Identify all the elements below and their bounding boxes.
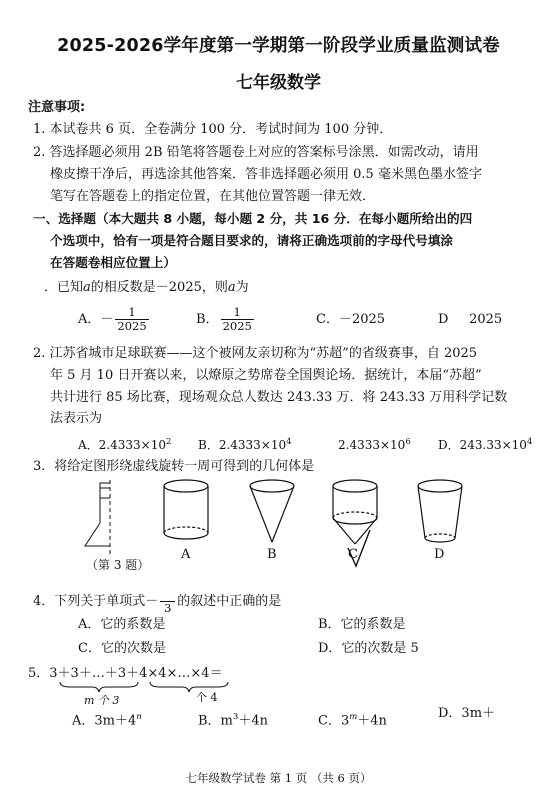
note-2-cont-1: 橡皮擦干净后，再选涂其他答案．答非选择题必须用 0.5 毫米黑色墨水签字	[50, 167, 482, 182]
q1-d-value: 2025	[469, 312, 503, 327]
q2-line-3: 共计进行 85 场比赛，现场观众总人数达 243.33 万．将 243.33 万用科学记数	[50, 390, 508, 405]
q5-b-tail: ＋4n	[238, 713, 268, 729]
q2-c-exp: 6	[405, 437, 411, 447]
q4-stem-post: 的叙述中正确的是	[177, 594, 282, 609]
q4-stem	[33, 588, 281, 615]
q2-option-d	[438, 434, 532, 453]
q2-line-1: 2. 江苏省城市足球联赛——这个被网友亲切称为“苏超”的省级赛事，自 2025	[33, 346, 478, 361]
q3-given-figure	[85, 480, 110, 556]
q4-frac-den: 3	[164, 601, 172, 615]
notes-heading: 注意事项:	[28, 100, 86, 115]
q5-a-text: A．3m＋4	[72, 713, 137, 729]
q2-d-exp: 4	[526, 437, 533, 447]
q2-line-2: 年 5 月 10 日开赛以来，以燎原之势席卷全国舆论场．据统计，本届“苏超”	[50, 368, 482, 383]
section-heading: 一、选择题（本大题共 8 小题，每小题 2 分，共 16 分．在每小题所给出的四	[33, 211, 473, 226]
page-footer: 七年级数学试卷 第 1 页 （共 6 页）	[185, 771, 372, 785]
q5-option-d: D．3m＋	[438, 706, 496, 721]
q1-var2: a	[227, 280, 236, 295]
note-2: 2. 答选择题必须用 2B 铅笔将答题卷上对应的答案标号涂黑．如需改动，请用	[33, 145, 479, 160]
q4-fraction	[160, 588, 175, 615]
q5-under-2: 个 4	[196, 691, 218, 704]
q2-b-text: B．2.4333×10	[198, 438, 287, 452]
q1-b-fraction	[221, 306, 254, 333]
q2-d-text: D．243.33×10	[438, 438, 527, 452]
q4-option-b: B．它的系数是	[318, 617, 406, 632]
q1-option-a	[78, 305, 151, 335]
q2-option-a	[78, 434, 171, 453]
q1-b-num: 1	[221, 306, 254, 320]
q1-stem-post: 为	[235, 280, 249, 295]
q5-stem: 5．3＋3＋…＋3＋4×4×…×4＝	[28, 666, 223, 681]
q3-shape-b	[250, 480, 294, 542]
q4-stem-pre: 4．下列关于单项式－	[33, 594, 159, 609]
q1-a-label: A．－	[78, 312, 114, 327]
q1-stem-pre: ．已知	[44, 280, 84, 295]
q5-option-b	[198, 709, 268, 729]
q2-option-c	[338, 434, 411, 453]
q3-stem: 3．将给定图形绕虚线旋转一周可得到的几何体是	[33, 459, 315, 474]
q5-under-1: m 个 3	[84, 694, 120, 707]
q1-a-fraction	[115, 306, 148, 333]
q4-option-c: C．它的次数是	[78, 641, 166, 656]
q3-shape-a	[164, 480, 208, 539]
q5-c-text: C．3	[318, 713, 350, 729]
q5-option-a	[72, 709, 142, 729]
q3-shape-d	[418, 480, 462, 542]
q5-b-text: B．m	[198, 713, 233, 729]
q1-a-den: 2025	[117, 319, 147, 333]
q1-option-b	[196, 305, 256, 335]
q1-stem-mid: 的相反数是－2025，则	[90, 280, 228, 295]
q2-a-text: A．2.4333×10	[78, 438, 166, 452]
q2-a-exp: 2	[165, 437, 172, 447]
q2-option-b	[198, 434, 292, 453]
note-2-cont-2: 笔写在答题卷上的指定位置，在其他位置答题一律无效．	[50, 189, 376, 204]
q3-label-d: D	[434, 547, 445, 562]
section-heading-cont-2: 在答题卷相应位置上）	[50, 255, 176, 270]
q1-option-c: C．－2025	[316, 312, 386, 327]
q1-stem	[44, 280, 249, 296]
q4-option-a: A．它的系数是	[78, 617, 166, 632]
q5-b-exp: 3	[232, 712, 239, 722]
q3-figures	[0, 478, 557, 588]
q1-option-d	[438, 312, 502, 328]
q3-label-c: C	[348, 547, 358, 562]
q2-c-text: 2.4333×10	[338, 438, 406, 452]
exam-title: 2025-2026学年度第一学期第一阶段学业质量监测试卷	[57, 36, 500, 56]
q1-b-label: B．	[196, 312, 219, 327]
q5-c-exp: m	[349, 712, 358, 722]
q3-label-a: A	[181, 547, 191, 562]
note-1: 1. 本试卷共 6 页．全卷满分 100 分．考试时间为 100 分钟．	[33, 122, 393, 137]
q1-var: a	[83, 280, 91, 295]
q4-frac-num	[160, 588, 175, 602]
q2-b-exp: 4	[286, 437, 292, 447]
q3-caption: （第 3 题）	[86, 558, 150, 572]
q1-a-num: 1	[115, 306, 148, 320]
q1-d-label: D	[438, 312, 449, 327]
q5-a-exp: n	[136, 712, 142, 722]
exam-subtitle: 七年级数学	[236, 73, 321, 93]
q2-line-4: 法表示为	[50, 411, 103, 426]
q5-c-tail: ＋4n	[357, 713, 387, 729]
q3-label-b: B	[267, 547, 277, 562]
section-heading-cont-1: 个选项中，恰有一项是符合题目要求的，请将正确选项前的字母代号填涂	[50, 233, 453, 248]
q1-b-den: 2025	[222, 319, 252, 333]
q5-option-c	[318, 709, 387, 729]
q4-option-d: D．它的次数是 5	[318, 641, 419, 656]
